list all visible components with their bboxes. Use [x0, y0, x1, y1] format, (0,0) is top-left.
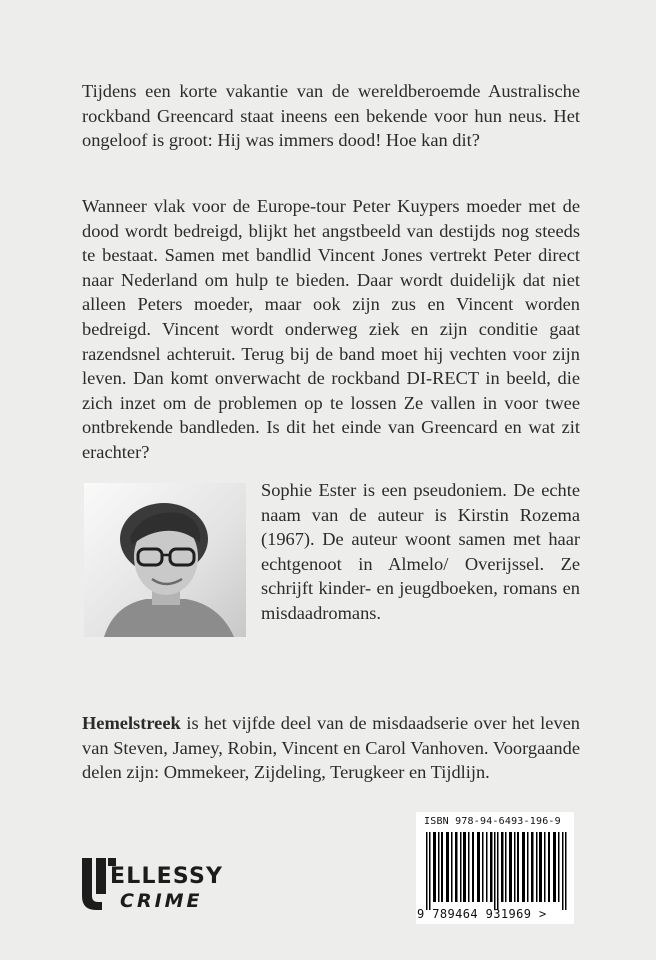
publisher-imprint: CRIME [120, 890, 203, 912]
series-paragraph [82, 711, 580, 785]
blurb-paragraph-2: Wanneer vlak voor de Europe-tour Peter Kuypers moeder met de dood wordt bedreigd, blijkt het angstbeeld van destijds nog steeds te bestaat. Samen met bandlid Vincent Jones vertrekt Peter direct naar Nederland om hulp te bieden. Daar wordt duidelijk dat niet alleen Peters moeder, maar ook zijn zus en Vincent worden bedreigd. Vincent wordt onderweg ziek en zijn conditie gaat razendsnel achteruit. Terug bij de band moet hij vechten voor zijn leven. Dan komt onverwacht de rockband DI-RECT in beeld, die zich inzet om de problemen op te lossen Ze vallen in voor twee ontbrekende bandleden. Is dit het einde van Greencard en wat zit erachter? [82, 196, 580, 462]
author-bio: Sophie Ester is een pseudoniem. De echte naam van de auteur is Kirstin Rozema (1967). De auteur woont samen met haar echtgenoot in Almelo/ Overijssel. Ze schrijft kinder- en jeugdboeken, romans en misdaadromans. [261, 480, 580, 623]
publisher-name: ELLESSY [110, 864, 224, 889]
blurb-paragraph-1: Tijdens een korte vakantie van de wereldberoemde Australische rockband Greencard staat ineens een bekende voor hun neus. Het ongeloof is groot: Hij was immers dood! Hoe kan dit? [82, 81, 580, 151]
isbn-barcode [416, 812, 574, 924]
barcode-bars [424, 832, 568, 910]
author-photo [84, 483, 246, 637]
barcode-digits: 9 789464 931969 > [417, 907, 547, 921]
isbn-label: ISBN 978-94-6493-196-9 [424, 816, 561, 827]
series-title: Hemelstreek [82, 713, 181, 733]
series-text: is het vijfde deel van de misdaadserie over het leven van Steven, Jamey, Robin, Vincent en Carol Vanhoven. Voorgaande delen zijn: Ommekeer, Zijdeling, Terugkeer en Tijdlijn. [82, 713, 580, 783]
